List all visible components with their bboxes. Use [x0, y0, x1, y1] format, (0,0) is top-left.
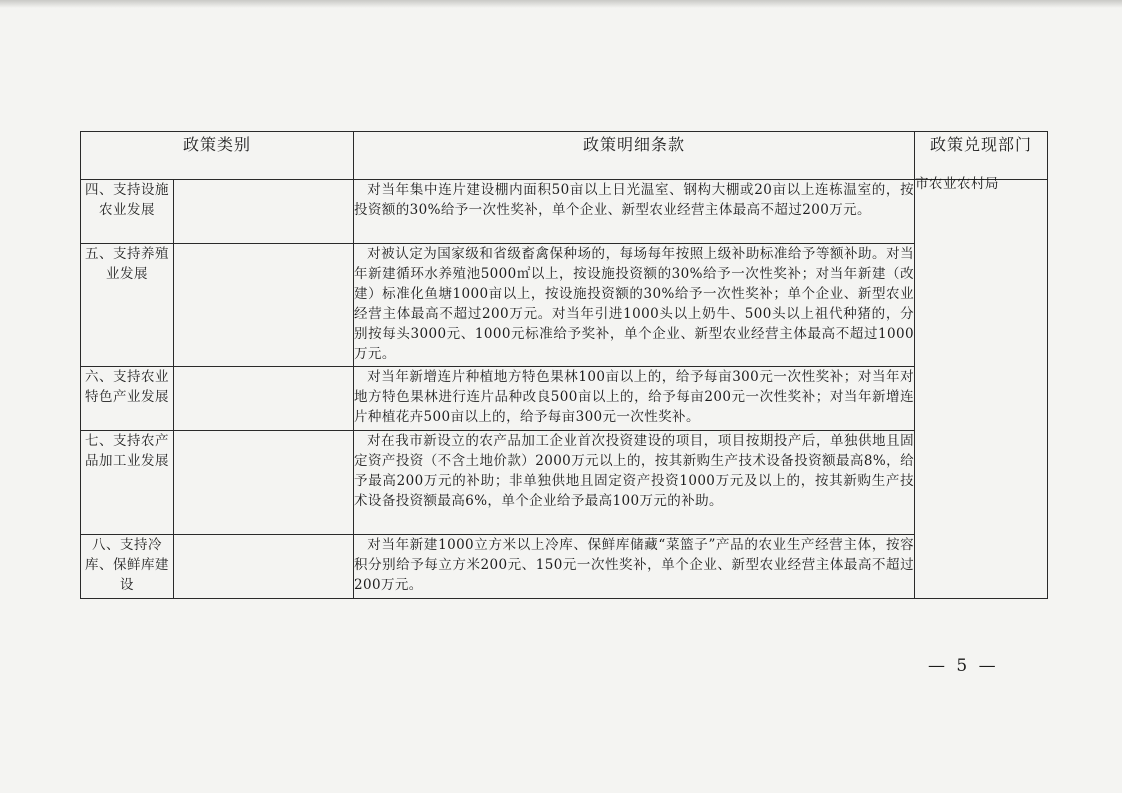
category-blank-cell — [174, 367, 354, 431]
table-row — [81, 367, 1048, 431]
scan-edge — [0, 0, 1122, 8]
department-cell — [915, 176, 1048, 599]
department-name: 市农业农村局 — [915, 176, 1000, 192]
table-row — [81, 244, 1048, 367]
table-row — [81, 431, 1048, 535]
header-policy-detail: 政策明细条款 — [354, 132, 915, 180]
category-cell: 四、支持设施农业发展 — [81, 180, 174, 244]
detail-cell: 对被认定为国家级和省级畜禽保种场的，每场每年按照上级补助标准给予等额补助。对当年新建循环水养殖池5000㎡以上，按设施投资额的30%给予一次性奖补；对当年新建（改建）标准化鱼塘1000亩以上，按设施投资额的30%给予一次性奖补；单个企业、新型农业经营主体最高不超过200万元。对当年引进1000头以上奶牛、500头以上祖代种猪的，分别按每头3000元、1000元标准给予奖补，单个企业、新型农业经营主体最高不超过1000万元。 — [354, 244, 915, 367]
table-row — [81, 180, 1048, 244]
table-header-row — [81, 132, 1048, 180]
category-blank-cell — [174, 431, 354, 535]
category-cell: 七、支持农产品加工业发展 — [81, 431, 174, 535]
table-row — [81, 535, 1048, 599]
page-number: — 5 — — [928, 656, 999, 676]
category-cell: 八、支持冷库、保鲜库建设 — [81, 535, 174, 599]
category-cell: 五、支持养殖业发展 — [81, 244, 174, 367]
detail-cell: 对在我市新设立的农产品加工企业首次投资建设的项目，项目按期投产后，单独供地且固定资产投资（不含土地价款）2000万元以上的，按其新购生产技术设备投资额最高8%，给予最高200万元的补助；非单独供地且固定资产投资1000万元及以上的，按其新购生产技术设备投资额最高6%，单个企业给予最高100万元的补助。 — [354, 431, 915, 535]
detail-cell: 对当年集中连片建设棚内面积50亩以上日光温室、钢构大棚或20亩以上连栋温室的，按投资额的30%给予一次性奖补，单个企业、新型农业经营主体最高不超过200万元。 — [354, 180, 915, 244]
category-cell: 六、支持农业特色产业发展 — [81, 367, 174, 431]
category-blank-cell — [174, 535, 354, 599]
policy-table — [80, 131, 1048, 599]
header-policy-category: 政策类别 — [81, 132, 354, 180]
category-blank-cell — [174, 244, 354, 367]
category-blank-cell — [174, 180, 354, 244]
detail-cell: 对当年新建1000立方米以上冷库、保鲜库储藏“菜篮子”产品的农业生产经营主体，按容积分别给予每立方米200元、150元一次性奖补，单个企业、新型农业经营主体最高不超过200万元。 — [354, 535, 915, 599]
detail-cell: 对当年新增连片种植地方特色果林100亩以上的，给予每亩300元一次性奖补；对当年对地方特色果林进行连片品种改良500亩以上的，给予每亩200元一次性奖补；对当年新增连片种植花卉500亩以上的，给予每亩300元一次性奖补。 — [354, 367, 915, 431]
header-policy-department: 政策兑现部门 — [915, 132, 1048, 180]
